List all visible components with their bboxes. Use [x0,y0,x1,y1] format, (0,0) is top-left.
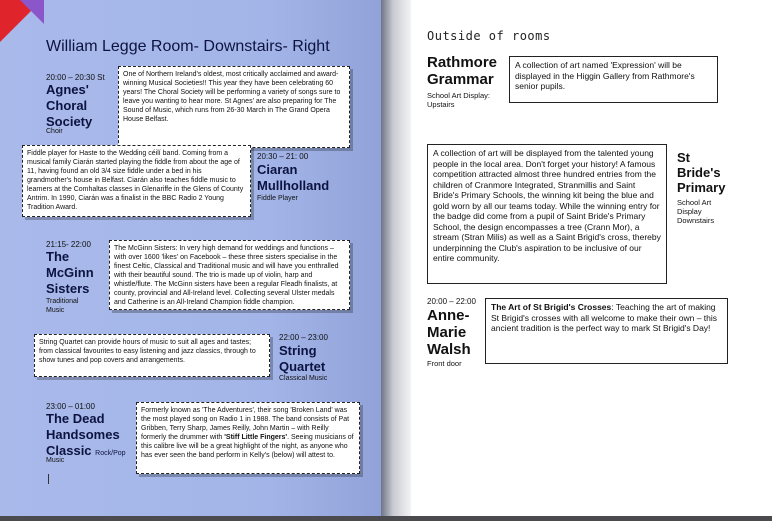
item-role: Front door [427,359,462,368]
page-corner-purple [20,0,44,24]
act-name: Agnes' Choral Society [46,82,93,129]
item-name: Anne- Marie Walsh [427,307,471,358]
act-time: 20:00 – 20:30 St [46,73,105,82]
item-description: The Art of St Brigid's Crosses: Teaching the art of making St Brigid's crosses with all welcome to make their own – this ancient tradition is the perfect way to mark St Brigid's Day! [485,298,728,364]
act-description: Fiddle player for Haste to the Wedding céilí band. Coming from a musical family Ciarán started playing the fiddle from about the age of 11, having found an old 3/4 size fiddle under a bed in his grandmother's house in Belfast. Ciarán also teaches fiddle music to learners at the Comhaltas classes in Glenariffe in the Glens of County Antrim. In 1990, Ciarán was a finalist in the BBC Radio 2 Young Tradition Award. [22,145,251,217]
item-time: 20:00 – 22:00 [427,297,476,306]
act-name: The McGinn Sisters [46,249,94,296]
act-time: 23:00 – 01:00 [46,402,95,411]
act-role: Music [46,457,65,464]
page-title: William Legge Room- Downstairs- Right [46,38,330,55]
act-role: Traditional Music [46,298,79,314]
act-description: One of Northern Ireland's oldest, most critically acclaimed and award-winning Musical Societies!! This year they have been celebrating 60 years! The Choral Society will be performing a variety of songs sure to leave you wanting to hear more. St Agnes' are also preparing for The Sound of Music, which runs from 26-30 March in The Grand Opera House Belfast. [118,66,350,148]
act-name-suffix: Rock/Pop [95,450,126,457]
item-role: School Art Display: Upstairs [427,91,490,109]
page-title: Outside of rooms [427,29,551,43]
act-time: 22:00 – 23:00 [279,333,328,342]
act-description: String Quartet can provide hours of music to suit all ages and tastes; from classical favourites to easy listening and jazz classics, through to show tunes and pop covers and arrangements. [34,334,270,377]
act-role: Classical Music [279,375,328,382]
book-gutter [381,0,411,521]
act-role: Fiddle Player [257,195,298,202]
item-description: A collection of art will be displayed from the talented young people in the local area. Don't forget your history! A famous competition attracted almost three hundred entries from the children of Cranmore Integrated, Stranmillis and Saint Bride's Primary Schools, the winning kit being the blue and gold worn by all our teams today. While the winning entry for the badge did come from a pupil of Saint Bride's Primary School, the design encompasses a tree (Crann Mor), a stream (Stran Milis) as well as a Saint Brigid's cross, thereby underpinning the Club's aspiration to be inclusive of our entire community. [427,144,667,284]
act-time: 21:15- 22:00 [46,240,91,249]
act-description: The McGinn Sisters: In very high demand for weddings and functions – with over 1600 'likes' on Facebook – these three sisters specialise in the finest Celtic, Classical and Traditional music and will have you enthralled with their beautiful sound. The trio is made up of violin, harp and whistle/flute. The McGinn sisters have been a regular Fleadh finalists, at county, provincial and All-Ireland level. Collecting several Ulster medals and Catherine is an All-Ireland Champion fiddle champion. [109,240,350,310]
item-name: St Bride's Primary [677,150,726,195]
item-role: School Art Display Downstairs [677,198,715,225]
act-name: String Quartet [279,343,326,374]
act-description: Formerly known as 'The Adventures', their song 'Broken Land' was the most played song on Radio 1 in 1988. The band consists of Pat Gribben, Terry Sharp, James Reilly, John Martin – with Reilly formerly the drummer with 'Stiff Little Fingers'. Seeing musicians of this calibre live will be a great highlight of the night, as anyone who has ever seen the band perform in Kelly's (below) will attest to. [136,402,360,474]
item-name: Rathmore Grammar [427,54,498,88]
act-name: The Dead Handsomes Classic Rock/Pop [46,411,126,458]
bottom-bar [0,516,772,521]
item-description: A collection of art named 'Expression' will be displayed in the Higgin Gallery from Rathmore's senior pupils. [509,56,718,103]
text-cursor [48,474,49,484]
act-time: 20:30 – 21: 00 [257,152,309,161]
act-name: Ciaran Mullholland [257,162,330,193]
act-role: Choir [46,128,63,135]
